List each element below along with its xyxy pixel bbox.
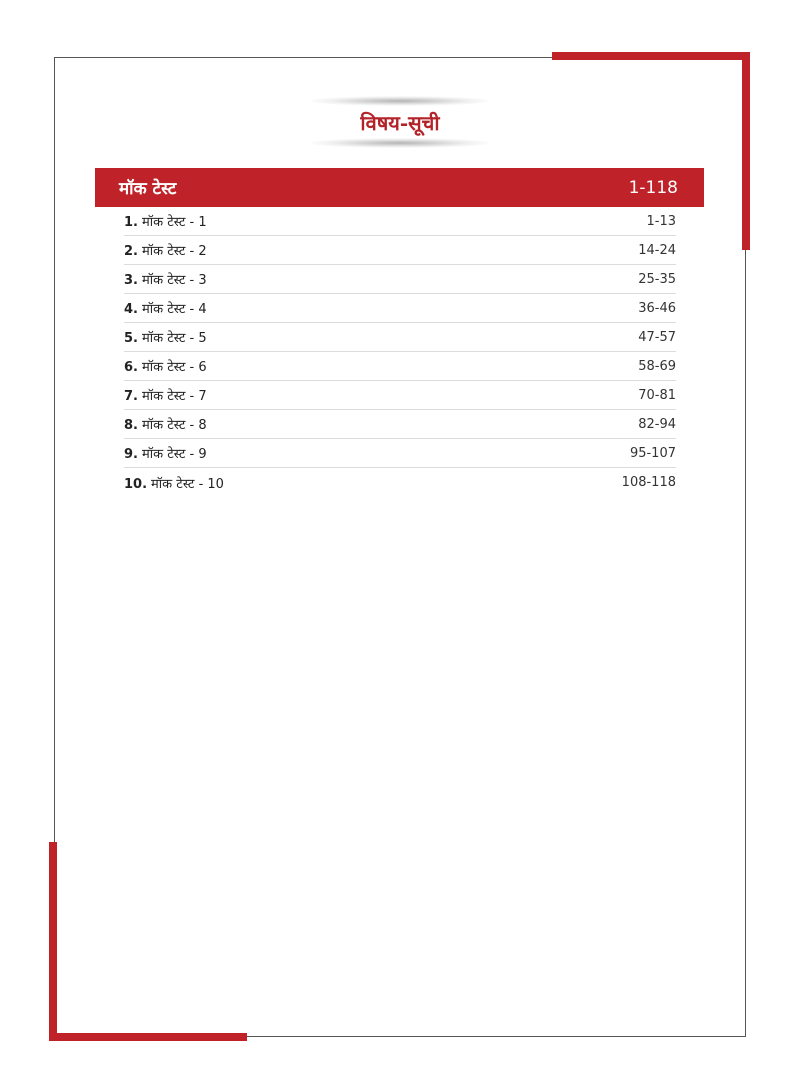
toc-entry-title <box>124 386 207 404</box>
toc-entry-number: 5. <box>124 331 138 346</box>
toc-entry[interactable] <box>124 381 676 410</box>
toc-entry-label: मॉक टेस्ट - 4 <box>141 302 207 317</box>
page-title: विषय-सूची <box>360 110 440 135</box>
toc-entry-number: 9. <box>124 447 138 462</box>
toc-entry-pages: 25-35 <box>638 271 676 287</box>
toc-entry-label: मॉक टेस्ट - 6 <box>141 360 207 375</box>
toc-entry[interactable] <box>124 265 676 294</box>
toc-entry[interactable] <box>124 294 676 323</box>
toc-entry-label: मॉक टेस्ट - 5 <box>141 331 207 346</box>
title-shadow-top <box>310 96 490 106</box>
toc-entry-title <box>124 357 207 375</box>
toc-entry-label: मॉक टेस्ट - 3 <box>141 273 207 288</box>
toc-entry-title <box>124 270 207 288</box>
toc-entry-pages: 95-107 <box>629 445 676 461</box>
toc-entry[interactable] <box>124 410 676 439</box>
toc-entry-title <box>124 241 207 259</box>
toc-entry-pages: 1-13 <box>646 213 676 229</box>
toc-entry-title <box>124 212 207 230</box>
corner-accent-bottom-vertical <box>49 842 57 1040</box>
toc-entry[interactable] <box>124 207 676 236</box>
title-shadow-bottom <box>310 138 490 148</box>
toc-entry-label: मॉक टेस्ट - 8 <box>141 418 207 433</box>
toc-entry[interactable] <box>124 236 676 265</box>
toc-entry-label: मॉक टेस्ट - 10 <box>151 476 224 492</box>
toc-entry-pages: 58-69 <box>638 358 676 374</box>
toc-entry-number: 3. <box>124 273 138 288</box>
toc-entry-pages: 47-57 <box>638 329 676 345</box>
toc-entry[interactable] <box>124 468 676 497</box>
toc-entry-label: मॉक टेस्ट - 2 <box>141 244 207 259</box>
toc-entry-label: मॉक टेस्ट - 9 <box>141 447 207 462</box>
toc-entry[interactable] <box>124 323 676 352</box>
toc-entry-number: 2. <box>124 244 138 259</box>
section-title: मॉक टेस्ट <box>119 179 177 199</box>
toc-entry[interactable] <box>124 352 676 381</box>
section-page-range: 1-118 <box>628 177 678 198</box>
toc-entry-number: 8. <box>124 418 138 433</box>
corner-accent-top-vertical <box>742 52 750 250</box>
toc-entry-number: 7. <box>124 389 138 404</box>
toc-entry-label: मॉक टेस्ट - 7 <box>141 389 207 404</box>
toc-entry-pages: 82-94 <box>638 416 676 432</box>
toc-entry-title <box>124 415 207 433</box>
toc-entry-label: मॉक टेस्ट - 1 <box>141 215 207 230</box>
toc-entry-number: 10. <box>124 476 148 492</box>
toc-entry-number: 4. <box>124 302 138 317</box>
toc-entry-pages: 14-24 <box>638 242 676 258</box>
toc-entry-title <box>124 474 224 492</box>
toc-entry-title <box>124 444 207 462</box>
toc-entry-pages: 70-81 <box>638 387 676 403</box>
corner-accent-top-horizontal <box>552 52 750 60</box>
toc-entry-number: 1. <box>124 215 138 230</box>
toc-list <box>124 207 676 497</box>
corner-accent-bottom-horizontal <box>49 1033 247 1041</box>
toc-entry-pages: 36-46 <box>638 300 676 316</box>
section-header[interactable] <box>95 168 704 207</box>
toc-entry-number: 6. <box>124 360 138 375</box>
toc-entry-title <box>124 299 207 317</box>
page-title-banner <box>310 98 490 146</box>
toc-entry-title <box>124 328 207 346</box>
toc-entry-pages: 108-118 <box>621 475 676 490</box>
toc-entry[interactable] <box>124 439 676 468</box>
